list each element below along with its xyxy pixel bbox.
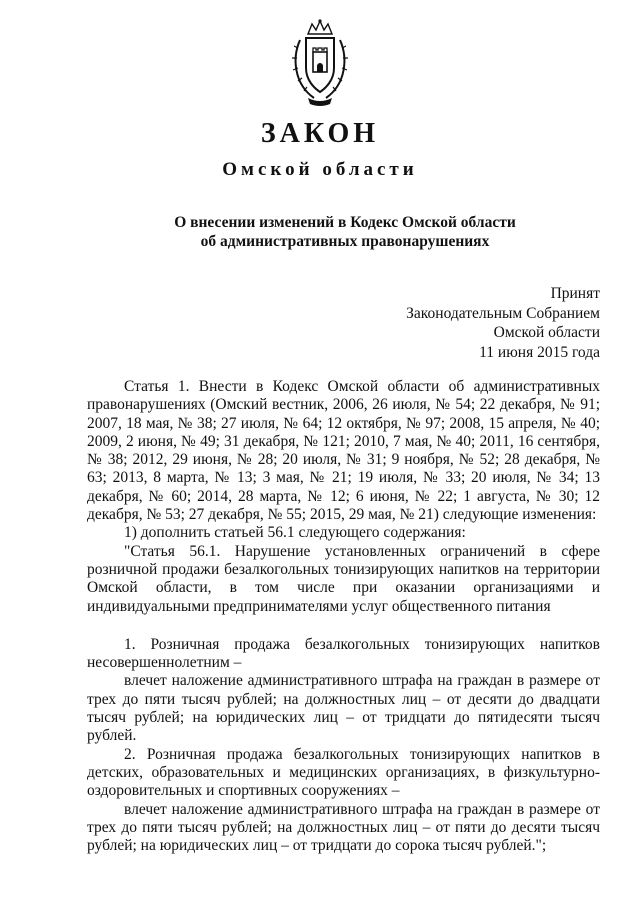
article-56-1-heading: "Статья 56.1. Нарушение установленных ограничений в сфере розничной продажи безалкогольных тонизирующих напитков на территории Омской области, в том числе при оказании организациями и индивидуальными предпринимателями услуг общественного питания <box>87 542 600 615</box>
item-1-paragraph: 1) дополнить статьей 56.1 следующего содержания: <box>124 524 466 542</box>
adoption-block <box>406 284 600 362</box>
law-subject-heading <box>0 213 640 251</box>
subject-line: О внесении изменений в Кодекс Омской области <box>174 214 516 231</box>
paragraph-gap <box>87 616 600 636</box>
document-title: ЗАКОН <box>260 118 380 149</box>
part-1-paragraph: 1. Розничная продажа безалкогольных тонизирующих напитков несовершеннолетним – <box>87 635 600 672</box>
adopted-by-region: Омской области <box>493 324 600 341</box>
part-1-penalty-paragraph: влечет наложение административного штрафа на граждан в размере от трех до пяти тысяч рублей; на должностных лиц – от десяти до двадцати тысяч рублей; на юридических лиц – от тридцати до пятидесяти тысяч рублей. <box>87 672 600 745</box>
adoption-date: 11 июня 2015 года <box>479 343 600 361</box>
law-body <box>87 378 600 855</box>
adopted-label: Принят <box>550 285 600 302</box>
part-2-paragraph: 2. Розничная продажа безалкогольных тонизирующих напитков в детских, образовательных и медицинских организациях, в физкультурно-оздоровительных и спортивных сооружениях – <box>87 745 600 800</box>
adopted-by-body: Законодательным Собранием <box>406 304 600 322</box>
article-1-paragraph: Статья 1. Внести в Кодекс Омской области об административных правонарушениях (Омский вестник, 2006, 26 июля, № 54; 22 декабря, № 91; 2007, 18 мая, № 38; 27 июля, № 64; 12 октября, № 97; 2008, 15 апреля, № 40; 2009, 2 июня, № 49; 31 декабря, № 121; 2010, 7 мая, № 40; 2011, 16 сентября, № 38; 2012, 29 июня, № 28; 20 июля, № 31; 9 ноября, № 52; 28 декабря, № 63; 2013, 8 марта, № 13; 3 мая, № 21; 19 июля, № 33; 20 июля, № 34; 13 декабря, № 60; 2014, 28 марта, № 12; 6 июня, № 22; 1 августа, № 30; 12 декабря, № 53; 27 декабря, № 55; 2015, 29 мая, № 21) следующие изменения: <box>87 378 600 524</box>
part-2-penalty-paragraph: влечет наложение административного штрафа на граждан в размере от трех до пяти тысяч рублей; на должностных лиц – от пяти до десяти тысяч рублей; на юридических лиц – от тридцати до сорока тысяч рублей."; <box>87 800 600 855</box>
region-name: Омской области <box>222 159 418 180</box>
coat-of-arms-emblem <box>290 18 350 108</box>
subject-line: об административных правонарушениях <box>200 233 490 250</box>
